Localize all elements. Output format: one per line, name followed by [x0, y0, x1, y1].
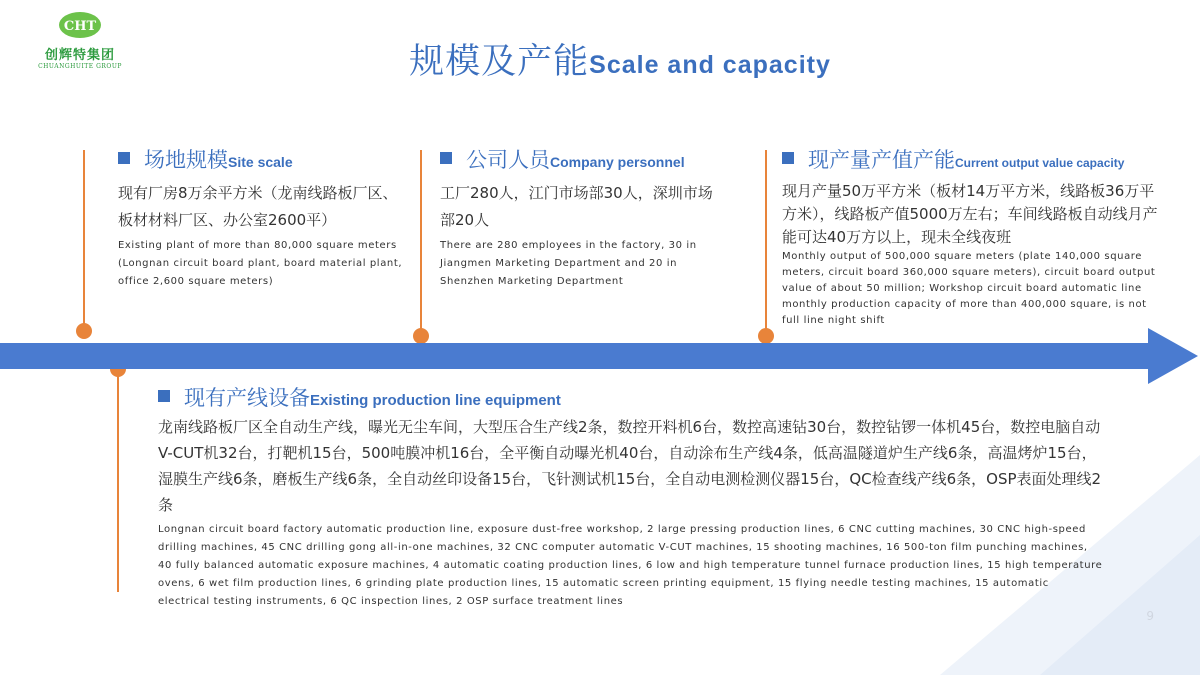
section-site-scale: [118, 144, 408, 291]
square-bullet-icon: [782, 152, 794, 164]
section-body-en: Monthly output of 500,000 square meters (plate 140,000 square meters, circuit board 360,000 square meters), circuit board output value of about 50 million; Workshop circuit board automatic line monthly production capacity of more than 400,000 square, is not full line night shift: [782, 251, 1156, 326]
square-bullet-icon: [158, 390, 170, 402]
page-title-en: Scale and capacity: [589, 51, 831, 79]
section-body-en: Longnan circuit board factory automatic production line, exposure dust-free workshop, 2 large pressing production lines, 6 CNC cutting machines, 30 CNC high-speed drilling machines, 45 CNC drilling gong all-in-one machines, 32 CNC computer automatic V-CUT machines, 15 shooting machines, 16 500-ton film punching machines, 40 fully balanced automatic exposure machines, 4 automatic coating production lines, 6 low and high temperature tunnel furnace production lines, 15 high temperature ovens, 6 wet film production lines, 6 grinding plate production lines, 15 automatic screen printing equipment, 15 flying needle testing machines, 15 automatic electrical testing instruments, 6 QC inspection lines, 2 OSP surface treatment lines: [158, 524, 1103, 607]
square-bullet-icon: [118, 152, 130, 164]
section-company-personnel: [440, 144, 730, 291]
section-title-cn: 现产量产值产能: [808, 148, 955, 172]
section-body-cn: 现月产量50万平方米（板材14万平方米，线路板36万平方米），线路板产值5000万左右；车间线路板自动线月产能可达40万方以上，现未全线夜班: [782, 182, 1158, 246]
section-heading: [158, 382, 1108, 412]
section-title-cn: 公司人员: [466, 148, 550, 172]
section-title-en: Existing production line equipment: [310, 392, 561, 409]
section-body-en: There are 280 employees in the factory, 30 in Jiangmen Marketing Department and 20 in Shenzhen Marketing Department: [440, 240, 697, 287]
section-title-en: Company personnel: [550, 154, 685, 170]
section-body-cn: 工厂280人，江门市场部30人，深圳市场部20人: [440, 184, 713, 229]
section-production-equipment: [158, 382, 1108, 611]
square-bullet-icon: [440, 152, 452, 164]
connector-line-output: [765, 150, 767, 330]
page-title-cn: 规模及产能: [409, 42, 590, 82]
section-heading: [782, 144, 1192, 174]
connector-line-site: [83, 150, 85, 330]
section-heading: [118, 144, 408, 174]
connector-line-equipment: [117, 372, 119, 592]
page-title: [0, 34, 1200, 84]
section-title-en: Site scale: [228, 154, 293, 170]
section-title-cn: 现有产线设备: [184, 386, 310, 410]
logo-subtitle: CHUANGHUITE GROUP: [38, 63, 122, 70]
logo-name: 创辉特集团: [44, 48, 115, 63]
section-heading: [440, 144, 730, 174]
section-title-cn: 场地规模: [144, 148, 228, 172]
section-title-en: Current output value capacity: [955, 156, 1125, 170]
section-body-cn: 现有厂房8万余平方米（龙南线路板厂区、板材材料厂区、办公室2600平）: [118, 184, 398, 229]
connector-line-personnel: [420, 150, 422, 330]
section-output-capacity: [782, 144, 1192, 329]
page-number: 9: [1146, 609, 1154, 623]
section-body-cn: 龙南线路板厂区全自动生产线，曝光无尘车间，大型压合生产线2条，数控开料机6台，数控高速钻30台，数控钻锣一体机45台，数控电脑自动V-CUT机32台，打靶机15台，500吨膜冲机16台，全平衡自动曝光机40台，自动涂布生产线4条，低高温隧道炉生产线6条，高温烤炉15台，湿膜生产线6条，磨板生产线6条，全自动丝印设备15台，飞针测试机15台，全自动电测检测仪器15台，QC检查线产线6条，OSP表面处理线2条: [158, 418, 1102, 514]
svg-text:CHT: CHT: [63, 19, 97, 34]
section-body-en: Existing plant of more than 80,000 square meters (Longnan circuit board plant, board material plant, office 2,600 square meters): [118, 240, 403, 287]
